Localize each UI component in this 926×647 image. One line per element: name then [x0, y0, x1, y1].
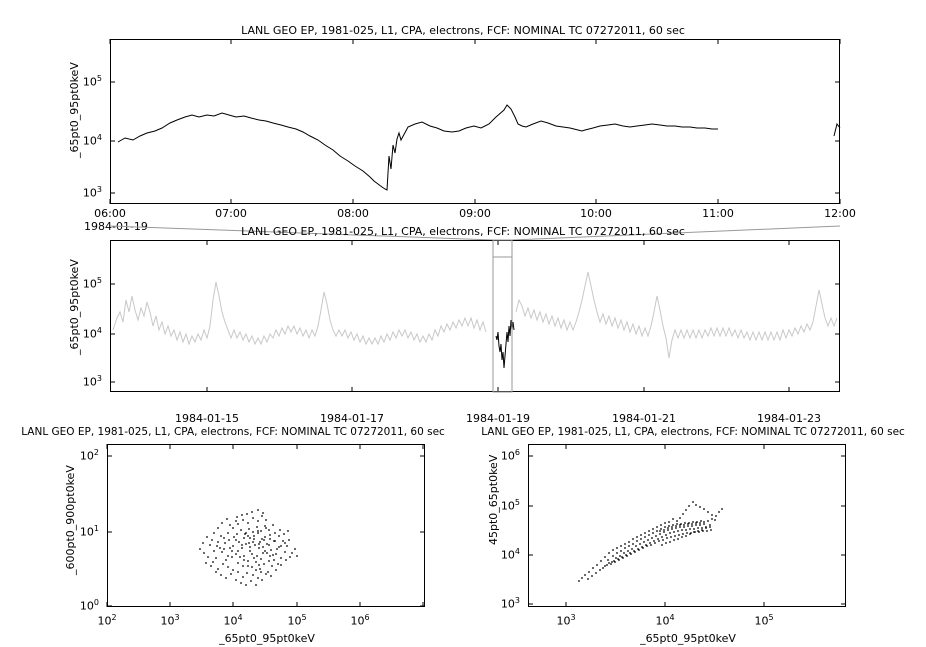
pbl-xtick3-m: 10: [287, 614, 302, 628]
pbr-ytick2-m: 10: [500, 499, 515, 513]
panel-top-ytick-5-exp: 5: [96, 74, 102, 83]
panel-top-ylabel: _65pt0_95pt0keV: [68, 62, 81, 158]
pbl-ytick2-m: 10: [79, 449, 94, 463]
pbr-ytick1-m: 10: [500, 548, 515, 562]
panel-top-xtick-4: 10:00: [580, 207, 612, 220]
panel-top-xtick-5: 11:00: [702, 207, 734, 220]
pbl-ytick0-m: 10: [79, 599, 94, 613]
panel-middle-ytick-3-exp: 3: [96, 374, 102, 383]
pbl-xtick2-m: 10: [223, 614, 238, 628]
panel-bottom-left-title: LANL GEO EP, 1981-025, L1, CPA, electrons, FCF: NOMINAL TC 07272011, 60 sec: [21, 426, 445, 438]
panel-top-xtick-2: 08:00: [337, 207, 369, 220]
panel-top-xtick-3: 09:00: [459, 207, 491, 220]
panel-top-xtick-0: 06:00: [94, 207, 126, 220]
pbl-xtick1-m: 10: [160, 614, 175, 628]
panel-bottom-right-ylabel: 45pt0_65pt0keV: [487, 454, 500, 545]
panel-middle-ytick-5-mantissa: 10: [82, 277, 97, 291]
panel-top-ytick-3-mantissa: 10: [82, 186, 97, 200]
pbl-xtick1-e: 3: [174, 613, 180, 622]
pbr-xtick1-e: 4: [669, 613, 675, 622]
panel-top-title: LANL GEO EP, 1981-025, L1, CPA, electrons, FCF: NOMINAL TC 07272011, 60 sec: [241, 24, 685, 37]
pbr-ytick1-e: 4: [514, 547, 520, 556]
pbl-ytick1-e: 1: [93, 524, 99, 533]
panel-middle-ytick-4-exp: 4: [96, 326, 102, 335]
pbr-ytick3-m: 10: [500, 449, 515, 463]
panel-middle-xtick-1: 1984-01-17: [320, 412, 384, 425]
panel-middle-ytick-4-mantissa: 10: [82, 327, 97, 341]
pbr-xtick1-m: 10: [655, 614, 670, 628]
panel-middle-xtick-2: 1984-01-19: [466, 412, 530, 425]
panel-middle-xtick-3: 1984-01-21: [612, 412, 676, 425]
panel-middle-xtick-0: 1984-01-15: [175, 412, 239, 425]
pbr-xtick2-e: 5: [768, 613, 774, 622]
panel-middle-ylabel: _65pt0_95pt0keV: [68, 259, 81, 355]
pbl-xtick0-e: 2: [111, 613, 117, 622]
pbr-ytick0-e: 3: [514, 596, 520, 605]
pbr-ytick0-m: 10: [500, 597, 515, 611]
pbr-ytick3-e: 6: [514, 448, 520, 457]
panel-bottom-right-title: LANL GEO EP, 1981-025, L1, CPA, electrons, FCF: NOMINAL TC 07272011, 60 sec: [481, 426, 905, 438]
pbl-xtick4-e: 6: [364, 613, 370, 622]
pbr-xtick0-m: 10: [556, 614, 571, 628]
panel-top-xtick-6: 12:00: [824, 207, 856, 220]
pbr-ticks: [528, 444, 846, 607]
panel-bottom-left-ylabel: _600pt0_900pt0keV: [64, 465, 77, 575]
pbr-xtick0-e: 3: [570, 613, 576, 622]
pbr-ytick2-e: 5: [514, 498, 520, 507]
pbl-xtick2-e: 4: [237, 613, 243, 622]
pbl-ytick1-m: 10: [79, 525, 94, 539]
panel-middle-title: LANL GEO EP, 1981-025, L1, CPA, electrons, FCF: NOMINAL TC 07272011, 60 sec: [241, 225, 685, 238]
panel-top-xtick-1: 07:00: [215, 207, 247, 220]
panel-top-ytick-3-exp: 3: [96, 185, 102, 194]
panel-middle-ytick-5-exp: 5: [96, 276, 102, 285]
pbl-ytick0-e: 0: [93, 598, 99, 607]
panel-top-ytick-5-mantissa: 10: [82, 75, 97, 89]
panel-middle-ytick-3-mantissa: 10: [82, 375, 97, 389]
pbl-xtick0-m: 10: [97, 614, 112, 628]
pbl-xtick4-m: 10: [350, 614, 365, 628]
pbr-xtick2-m: 10: [754, 614, 769, 628]
panel-top-xaxis-date: 1984-01-19: [84, 220, 148, 233]
pbl-ytick2-e: 2: [93, 448, 99, 457]
pbl-xtick3-e: 5: [301, 613, 307, 622]
panel-bottom-right-xlabel: _65pt0_95pt0keV: [640, 632, 736, 645]
panel-top-ytick-4-exp: 4: [96, 133, 102, 142]
panel-middle-xtick-4: 1984-01-23: [757, 412, 821, 425]
panel-top-ytick-4-mantissa: 10: [82, 134, 97, 148]
panel-bottom-left-xlabel: _65pt0_95pt0keV: [219, 632, 315, 645]
pbr-points: [578, 501, 723, 582]
